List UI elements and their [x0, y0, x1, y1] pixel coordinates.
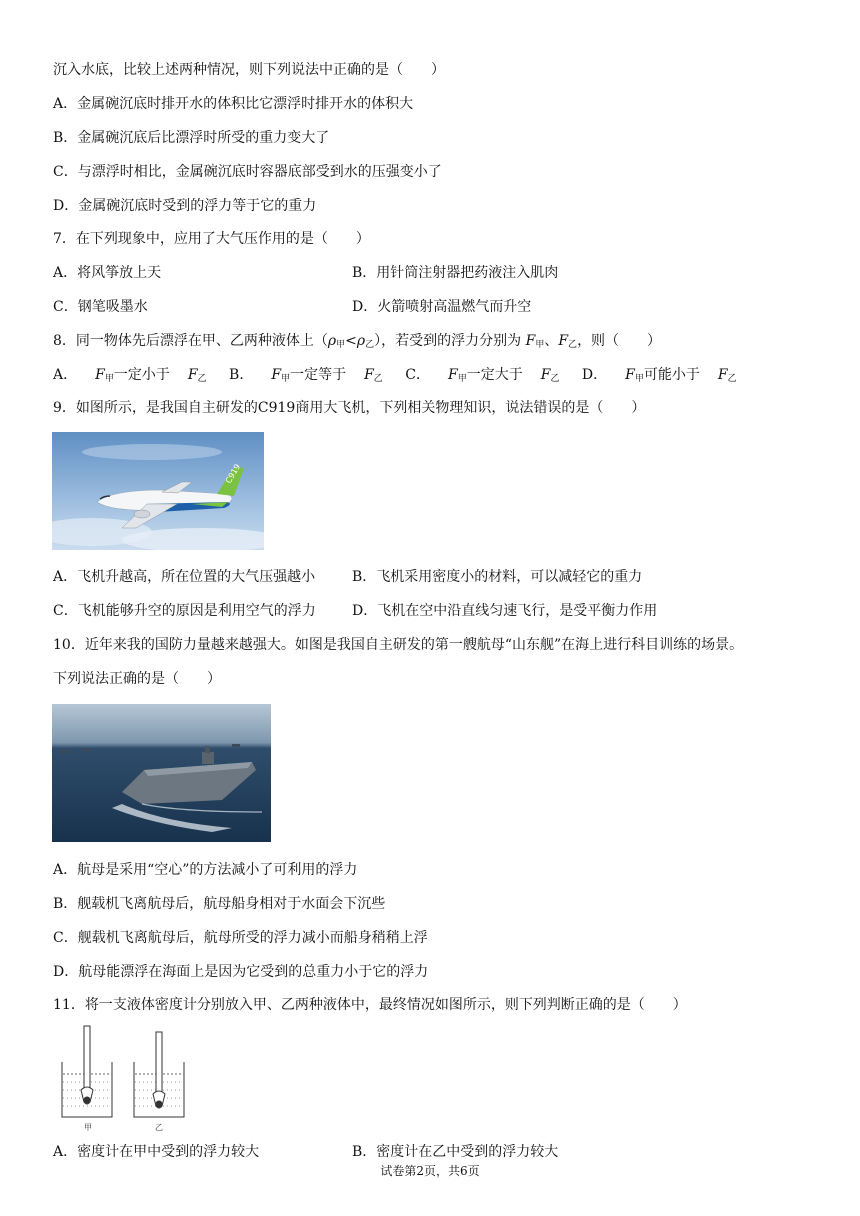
q8-option-c: C． $F_甲$一定大于 $F_乙$	[405, 367, 560, 384]
hydrometer-diagram	[52, 1022, 202, 1134]
q9-option-b: B．飞机采用密度小的材料，可以减轻它的重力	[352, 569, 643, 585]
q8-options	[53, 365, 755, 389]
q6-option-b: B．金属碗沉底后比漂浮时所受的重力变大了	[53, 130, 330, 146]
q10-stem-line2: 下列说法正确的是（ ）	[53, 671, 221, 687]
q11-option-a: A．密度计在甲中受到的浮力较大	[53, 1144, 260, 1160]
q10-stem-line1: 10．近年来我的国防力量越来越强大。如图是我国自主研发的第一艘航母“山东舰”在海上进行科目训练的场景。	[53, 637, 744, 653]
beaker-b-label: 乙	[155, 1123, 163, 1132]
q11-stem: 11．将一支液体密度计分别放入甲、乙两种液体中，最终情况如图所示，则下列判断正确的是（ ）	[53, 997, 687, 1013]
q7-stem: 7．在下列现象中，应用了大气压作用的是（ ）	[53, 231, 370, 247]
q10-option-b: B．舰载机飞离航母后，航母船身相对于水面会下沉些	[53, 896, 386, 912]
beaker-b	[134, 1032, 184, 1117]
q7-option-d: D．火箭喷射高温燃气而升空	[352, 299, 532, 315]
q6-option-c: C．与漂浮时相比，金属碗沉底时容器底部受到水的压强变小了	[53, 164, 442, 180]
q11-option-b: B．密度计在乙中受到的浮力较大	[352, 1144, 559, 1160]
q7-option-b: B．用针筒注射器把药液注入肌肉	[352, 265, 559, 281]
q9-option-c: C．飞机能够升空的原因是利用空气的浮力	[53, 603, 316, 619]
q9-stem: 9．如图所示，是我国自主研发的C919商用大飞机，下列相关物理知识，说法错误的是（ ）	[53, 400, 646, 416]
q10-option-d: D．航母能漂浮在海面上是因为它受到的总重力小于它的浮力	[53, 964, 429, 980]
page-footer: 试卷第2页，共6页	[380, 1164, 480, 1178]
aircraft-carrier-image	[52, 704, 271, 842]
q10-option-c: C．舰载机飞离航母后，航母所受的浮力减小而船身稍稍上浮	[53, 930, 428, 946]
q8-option-b: B． $F_甲$一定等于 $F_乙$	[229, 367, 383, 384]
q6-stem: 沉入水底，比较上述两种情况，则下列说法中正确的是（ ）	[53, 62, 445, 78]
beaker-a-label: 甲	[84, 1123, 92, 1132]
c919-airplane-image	[52, 432, 264, 550]
q7-option-a: A．将风筝放上天	[53, 265, 162, 281]
q9-option-a: A．飞机升越高，所在位置的大气压强越小	[53, 569, 316, 585]
q8-option-a: A． $F_甲$一定小于 $F_乙$	[53, 367, 207, 384]
beaker-a	[62, 1026, 112, 1117]
q6-option-a: A．金属碗沉底时排开水的体积比它漂浮时排开水的体积大	[53, 96, 414, 112]
q8-option-d: D． $F_甲$可能小于 $F_乙$	[581, 367, 737, 384]
q8-stem: 8．同一物体先后漂浮在甲、乙两种液体上$(\rho_甲<\rho_乙)$，若受到的浮力分别为 $F_甲$、$F_乙$，则（ ）	[53, 333, 662, 350]
q9-option-d: D．飞机在空中沿直线匀速飞行，是受平衡力作用	[352, 603, 658, 619]
q7-option-c: C．钢笔吸墨水	[53, 299, 148, 315]
q6-option-d: D．金属碗沉底时受到的浮力等于它的重力	[53, 198, 317, 214]
c919-tail-text: C919	[223, 462, 243, 485]
q10-option-a: A．航母是采用“空心”的方法减小了可利用的浮力	[53, 862, 358, 878]
